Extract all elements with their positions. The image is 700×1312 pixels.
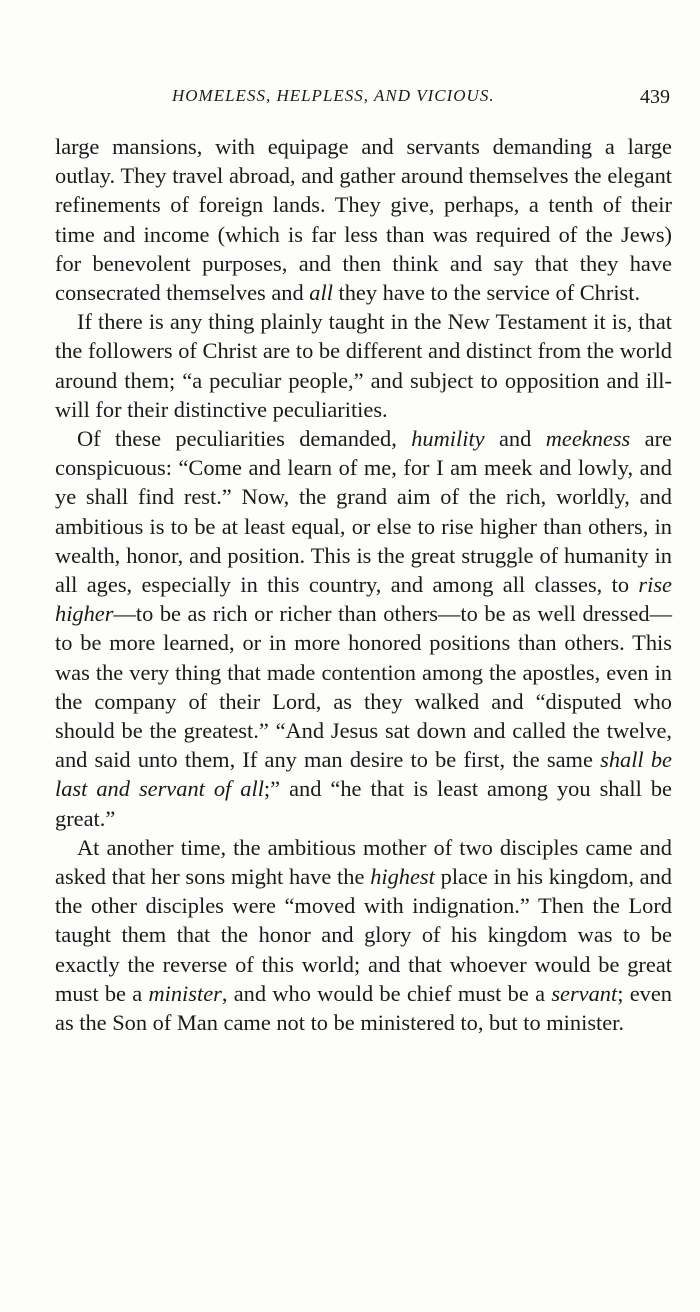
italic-phrase: minister xyxy=(148,980,222,1006)
text-run: ; even as the Son of Man came not to be ministered to, but to minister. xyxy=(55,980,672,1036)
text-run: and xyxy=(484,426,546,452)
text-run: large mansions, with equipage and servants demanding a large outlay. They travel abroad, and gather around themselves the elegant refinements of foreign lands. They give, perhaps, a tenth of their time and income (which is far less than was required of the Jews) for benevolent purposes, and then think and say that they have consecrated themselves and xyxy=(55,134,672,306)
text-run: If there is any thing plainly taught in the New Testament it is, that the followers of Christ are to be different and distinct from the world around them; “a peculiar people,” and subject to opposition and ill-will for their distinctive peculiarities. xyxy=(55,309,672,422)
italic-phrase: highest xyxy=(370,864,435,890)
text-run: , and who would be chief must be a xyxy=(221,980,552,1006)
paragraph xyxy=(55,132,672,307)
paragraph xyxy=(55,833,672,1037)
text-run: place in his kingdom, and the other disciples were “moved with indignation.” Then the Lord taught them that the honor and glory of his kingdom was to be exactly the reverse of this world; and that whoever would be great must be a xyxy=(55,864,673,1006)
text-run: Of these peculiarities demanded, xyxy=(77,426,412,452)
text-run: At another time, the ambitious mother of two disciples came and asked that her sons might have the xyxy=(55,834,672,890)
text-run: ;” and “he that is least among you shall be great.” xyxy=(55,776,672,831)
italic-phrase: humility xyxy=(411,426,485,452)
running-title: HOMELESS, HELPLESS, AND VICIOUS. xyxy=(172,86,495,105)
body-text xyxy=(55,132,672,1037)
text-run: they have to the service of Christ. xyxy=(332,280,641,306)
text-run: are conspicuous: “Come and learn of me, for I am meek and lowly, and ye shall find rest.” Now, the grand aim of the rich, worldly, and ambitious is to be at least equal, or else to rise higher than others, in wealth, honor, and position. This is the great struggle of humanity in all ages, especially in this country, and among all classes, to xyxy=(55,426,672,598)
page-number: 439 xyxy=(640,86,670,108)
italic-phrase: shall be last and servant of all xyxy=(55,747,672,802)
paragraph xyxy=(55,307,672,424)
running-head xyxy=(56,86,670,116)
text-run: —to be as rich or richer than others—to be as well dressed—to be more learned, or in more honored positions than others. This was the very thing that made contention among the apostles, even in the company of their Lord, as they walked and “disputed who should be the greatest.” “And Jesus sat down and called the twelve, and said unto them, If any man desire to be first, the same xyxy=(55,601,672,773)
italic-phrase: all xyxy=(309,280,333,306)
italic-phrase: rise higher xyxy=(55,572,672,627)
italic-phrase: servant xyxy=(551,980,618,1006)
italic-phrase: meekness xyxy=(545,426,631,452)
paragraph xyxy=(55,424,672,833)
